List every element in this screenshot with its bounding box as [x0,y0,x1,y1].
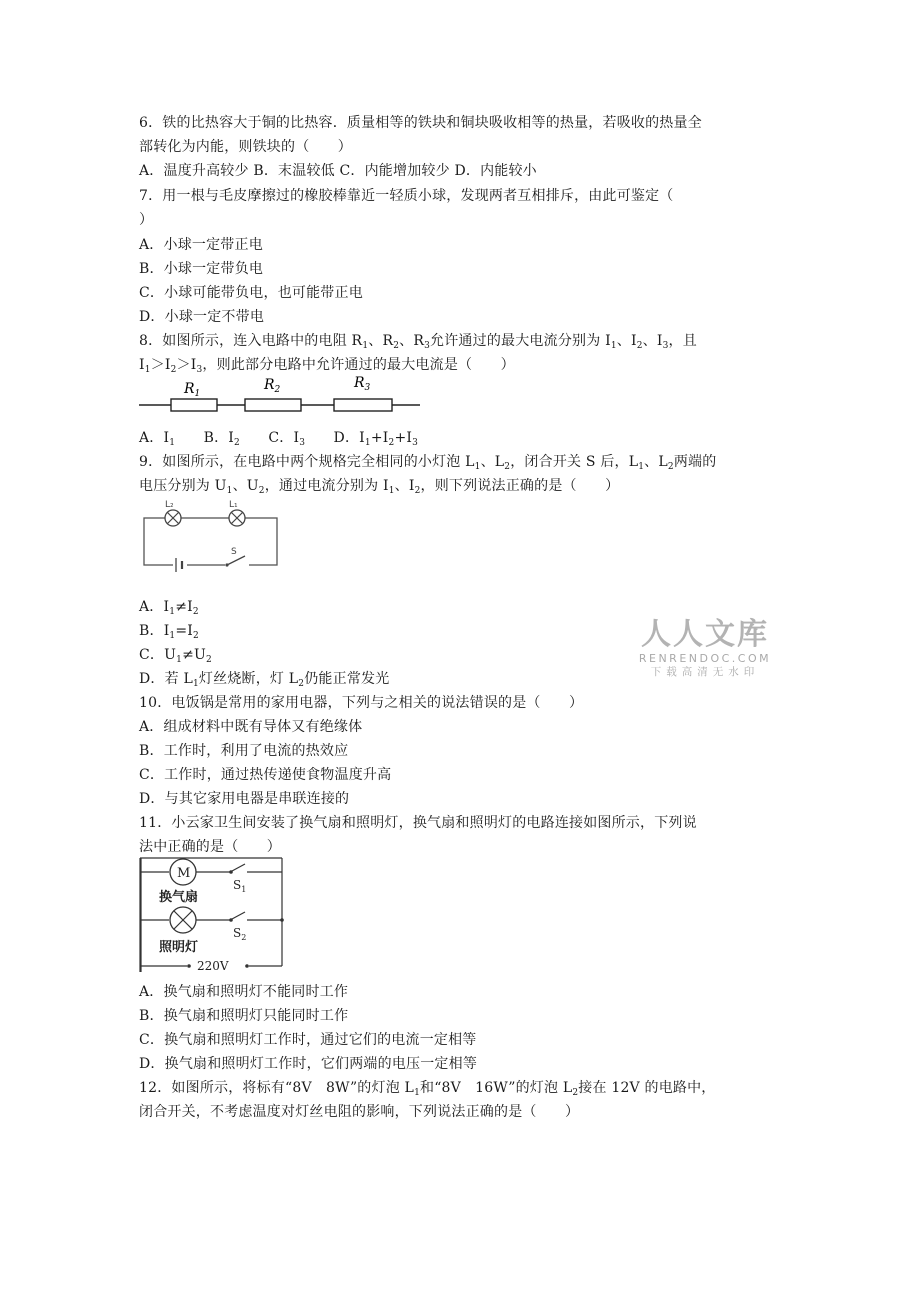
q12-stem-line2: 闭合开关，不考虑温度对灯丝电阻的影响，下列说法正确的是（ ） [139,1104,580,1120]
q9-option-d: D．若 $L_1$灯丝烧断，灯 $L_2$仍能正常发光 [139,671,390,689]
watermark-url: RENRENDOC.COM [638,652,772,665]
resistor-r1 [171,399,217,411]
lamp-label: 照明灯 [159,940,199,955]
lamp-l2-label: L₂ [165,500,174,510]
motor-label: M [177,866,191,881]
resistor-r2 [245,399,301,411]
q8-series-resistors-diagram [139,374,424,414]
resistor-r3 [334,399,392,411]
q11-option-c: C．换气扇和照明灯工作时，通过它们的电流一定相等 [139,1032,477,1048]
q7-option-c: C．小球可能带负电，也可能带正电 [139,285,363,301]
q10-option-b: B．工作时，利用了电流的热效应 [139,743,349,759]
q10-option-c: C．工作时，通过热传递使食物温度升高 [139,767,392,783]
watermark-subtitle: 下载高清无水印 [650,666,760,678]
s2-label: $S_2$ [233,926,247,942]
q6-options: A．温度升高较少 B．末温较低 C．内能增加较少 D．内能较小 [139,163,537,179]
q11-option-b: B．换气扇和照明灯只能同时工作 [139,1008,349,1024]
q11-stem-line2: 法中正确的是（ ） [139,839,281,855]
q8-options: A．$I_1$ B．$I_2$ C．$I_3$ D．$I_1+I_2+I_3$ [139,430,419,448]
q8-stem-line2: $I_1>I_2>I_3$，则此部分电路中允许通过的最大电流是（ ） [139,357,515,375]
q9-stem-line2: 电压分别为 $U_1$、$U_2$，通过电流分别为 $I_1$、$I_2$，则下列说法正确的是（ ） [139,478,620,496]
q6-stem-line2: 部转化为内能，则铁块的（ ） [139,139,352,155]
q11-option-a: A．换气扇和照明灯不能同时工作 [139,984,349,1000]
r2-label: $R_2$ [264,377,281,395]
switch-s2-icon [232,912,245,919]
q7-option-d: D．小球一定不带电 [139,309,265,325]
fan-label: 换气扇 [159,890,199,905]
watermark [620,618,790,679]
q9-two-lamp-circuit-diagram [139,498,284,574]
q11-stem-line1: 11．小云家卫生间安装了换气扇和照明灯，换气扇和照明灯的电路连接如图所示，下列说 [139,815,697,831]
switch-label: S [231,547,237,557]
q9-option-c: C．$U_1\ne U_2$ [139,647,212,665]
q9-option-b: B．$I_1=I_2$ [139,623,199,641]
r3-label: $R_3$ [354,375,371,393]
switch-s1-icon [232,864,245,871]
r1-label: $R_1$ [184,381,201,399]
q7-stem-line1: 7．用一根与毛皮摩擦过的橡胶棒靠近一轻质小球，发现两者互相排斥，由此可鉴定（ [139,188,674,204]
q12-stem-line1: 12．如图所示，将标有“8V 8W”的灯泡 $L_1$和“8V 16W”的灯泡 $L_2$接在 12V 的电路中， [139,1080,716,1098]
q9-stem-line1: 9．如图所示，在电路中两个规格完全相同的小灯泡 $L_1$、$L_2$，闭合开关 S 后，$L_1$、$L_2$两端的 [139,454,717,472]
voltage-label: 220V [197,959,229,973]
q7-option-a: A．小球一定带正电 [139,237,263,253]
q10-stem: 10．电饭锅是常用的家用电器，下列与之相关的说法错误的是（ ） [139,695,584,711]
q8-stem-line1: 8．如图所示，连入电路中的电阻 $R_1$、$R_2$、$R_3$允许通过的最大电流分别为 $I_1$、$I_2$、$I_3$，且 [139,333,697,351]
q6-stem-line1: 6．铁的比热容大于铜的比热容．质量相等的铁块和铜块吸收相等的热量，若吸收的热量全 [139,115,702,131]
q11-fan-lamp-parallel-circuit [139,856,285,974]
lamp-l1-label: L₁ [229,500,238,510]
watermark-title: 人人文库 [641,617,769,652]
q10-option-d: D．与其它家用电器是串联连接的 [139,791,350,807]
q9-option-a: A．$I_1\ne I_2$ [139,599,199,617]
q11-option-d: D．换气扇和照明灯工作时，它们两端的电压一定相等 [139,1056,478,1072]
q7-stem-line2: ） [139,212,154,228]
q10-option-a: A．组成材料中既有导体又有绝缘体 [139,719,363,735]
q7-option-b: B．小球一定带负电 [139,261,264,277]
s1-label: $S_1$ [233,878,247,894]
